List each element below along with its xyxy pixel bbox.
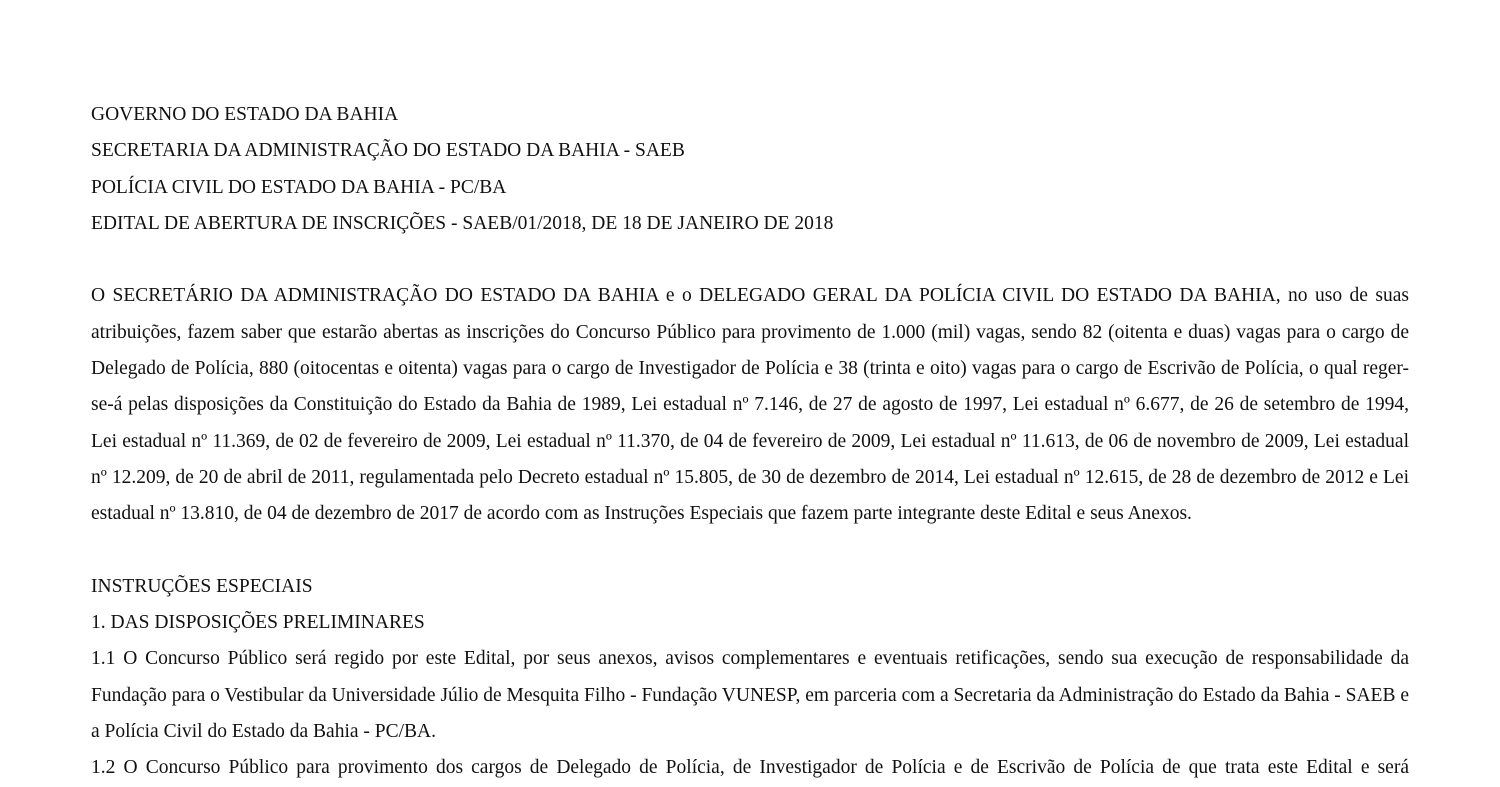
document-page <box>91 97 1409 787</box>
spacer <box>91 533 1409 569</box>
item-1-1: 1.1 O Concurso Público será regido por este Edital, por seus anexos, avisos complementares e eventuais retificações, sendo sua execução de responsabilidade da Fundação para o Vestibular da Universidade Júlio de Mesquita Filho - Fundação VUNESP, em parceria com a Secretaria da Administração do Estado da Bahia - SAEB e a Polícia Civil do Estado da Bahia - PC/BA. <box>91 648 1409 743</box>
header-secretariat: SECRETARIA DA ADMINISTRAÇÃO DO ESTADO DA BAHIA - SAEB <box>91 140 685 162</box>
intro-paragraph: O SECRETÁRIO DA ADMINISTRAÇÃO DO ESTADO DA BAHIA e o DELEGADO GERAL DA POLÍCIA CIVIL DO ESTADO DA BAHIA, no uso de suas atribuições, fazem saber que estarão abertas as inscrições do Concurso Público para provimento de 1.000 (mil) vagas, sendo 82 (oitenta e duas) vagas para o cargo de Delegado de Polícia, 880 (oitocentas e oitenta) vagas para o cargo de Investigador de Polícia e 38 (trinta e oito) vagas para o cargo de Escrivão de Polícia, o qual reger-se-á pelas disposições da Constituição do Estado da Bahia de 1989, Lei estadual nº 7.146, de 27 de agosto de 1997, Lei estadual nº 6.677, de 26 de setembro de 1994, Lei estadual nº 11.369, de 02 de fevereiro de 2009, Lei estadual nº 11.370, de 04 de fevereiro de 2009, Lei estadual nº 11.613, de 06 de novembro de 2009, Lei estadual nº 12.209, de 20 de abril de 2011, regulamentada pelo Decreto estadual nº 15.805, de 30 de dezembro de 2014, Lei estadual nº 12.615, de 28 de dezembro de 2012 e Lei estadual nº 13.810, de 04 de dezembro de 2017 de acordo com as Instruções Especiais que fazem parte integrante deste Edital e seus Anexos. <box>91 285 1409 525</box>
header-edital-title: EDITAL DE ABERTURA DE INSCRIÇÕES - SAEB/01/2018, DE 18 DE JANEIRO DE 2018 <box>91 212 834 234</box>
header-police: POLÍCIA CIVIL DO ESTADO DA BAHIA - PC/BA <box>91 176 507 198</box>
header-government: GOVERNO DO ESTADO DA BAHIA <box>91 104 399 125</box>
instructions-heading: INSTRUÇÕES ESPECIAIS <box>91 575 313 597</box>
spacer <box>91 242 1409 278</box>
section-1-heading: 1. DAS DISPOSIÇÕES PRELIMINARES <box>91 612 425 634</box>
item-1-2: 1.2 O Concurso Público para provimento dos cargos de Delegado de Polícia, de Investigador de Polícia e de Escrivão de Polícia de que trata este Edital e será <box>91 757 1409 779</box>
